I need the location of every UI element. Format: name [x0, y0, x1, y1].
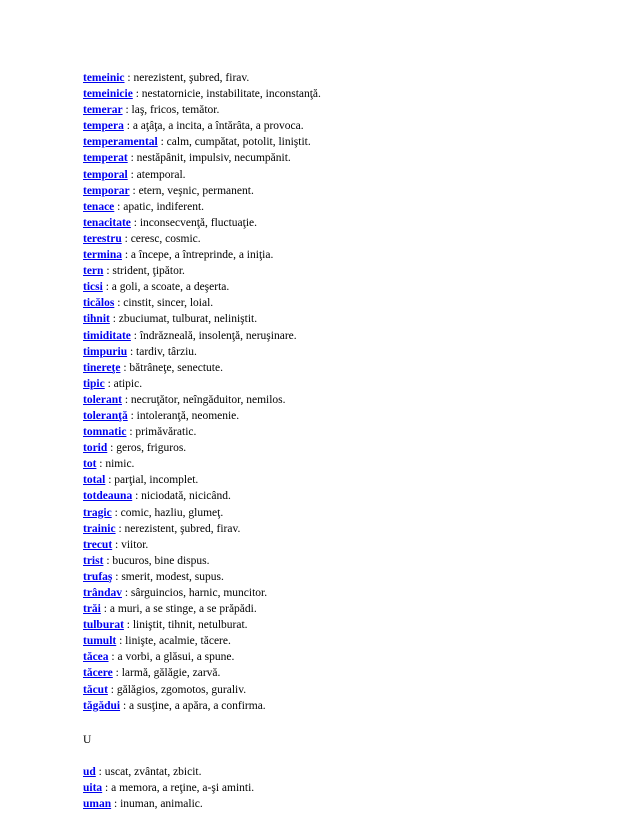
entry-definition: : atipic. [104, 377, 143, 390]
entry-row [83, 167, 583, 183]
entry-definition: : zbuciumat, tulburat, neliniştit. [109, 313, 258, 326]
entry-row [83, 183, 583, 199]
entry-term-link[interactable]: temporar [83, 184, 130, 197]
entry-definition: : bătrâneţe, senectute. [120, 361, 223, 374]
entry-definition: : tardiv, târziu. [127, 345, 197, 358]
entry-definition: : uscat, zvântat, zbicit. [95, 766, 202, 778]
entry-term-link[interactable]: trândav [83, 587, 122, 599]
entry-term-link[interactable]: tinereţe [83, 361, 121, 374]
entry-term-link[interactable]: tenacitate [83, 216, 131, 229]
entry-row [83, 698, 583, 714]
entry-row [83, 537, 583, 553]
entry-definition: : îndrăzneală, insolenţă, neruşinare. [130, 329, 297, 342]
entry-definition: : nerezistent, şubred, firav. [115, 522, 241, 535]
entry-row [83, 472, 583, 488]
entry-definition: : nestatornicie, instabilitate, inconstanţă. [132, 88, 321, 101]
entry-definition: : a goli, a scoate, a deşerta. [102, 281, 230, 294]
entry-row [83, 456, 583, 472]
entry-definition: : liniştit, tihnit, netulburat. [123, 619, 248, 632]
section-letter: U [83, 734, 92, 746]
entry-definition: : smerit, modest, supus. [112, 570, 224, 583]
entry-row [83, 344, 583, 360]
entry-row [83, 247, 583, 263]
entry-row [83, 134, 583, 150]
entry-term-link[interactable]: ticsi [83, 281, 103, 294]
entry-term-link[interactable]: ud [83, 766, 96, 778]
entry-definition: : a muri, a se stinge, a se prăpădi. [100, 603, 257, 616]
entry-row [83, 392, 583, 408]
entry-definition: : inconsecvenţă, fluctuaţie. [130, 216, 258, 229]
entry-row [83, 231, 583, 247]
entry-definition: : apatic, indiferent. [114, 200, 205, 213]
entry-row [83, 505, 583, 521]
entry-row [83, 118, 583, 134]
entry-row [83, 682, 583, 698]
entry-term-link[interactable]: temporal [83, 168, 128, 181]
entry-row [83, 440, 583, 456]
entry-row [83, 521, 583, 537]
entry-row [83, 102, 583, 118]
entry-term-link[interactable]: tot [83, 458, 97, 471]
entry-definition: : primăvăratic. [126, 426, 197, 439]
entry-term-link[interactable]: trist [83, 554, 104, 567]
entry-definition: : nerezistent, şubred, firav. [124, 72, 250, 84]
entry-term-link[interactable]: temperamental [83, 136, 158, 149]
entry-term-link[interactable]: tolerant [83, 393, 122, 406]
entry-definition: : atemporal. [127, 168, 186, 181]
entry-term-link[interactable]: tăcere [83, 667, 113, 680]
entry-definition: : viitor. [112, 538, 149, 551]
entry-term-link[interactable]: tempera [83, 120, 124, 133]
entry-term-link[interactable]: timiditate [83, 329, 131, 342]
entry-definition: : parţial, incomplet. [105, 474, 199, 487]
entry-term-link[interactable]: temerar [83, 104, 123, 117]
entry-row [83, 798, 583, 814]
entry-definition: : sârguincios, harnic, muncitor. [121, 587, 268, 599]
entry-definition: : cinstit, sincer, loial. [114, 297, 214, 310]
entry-row [83, 199, 583, 215]
entry-term-link[interactable]: toleranţă [83, 409, 128, 422]
entry-definition: : larmă, gălăgie, zarvă. [112, 667, 221, 680]
entry-definition: : calm, cumpătat, potolit, liniştit. [157, 136, 311, 149]
entry-term-link[interactable]: temeinic [83, 72, 125, 84]
entry-definition: : geros, friguros. [107, 442, 187, 455]
entry-term-link[interactable]: tihnit [83, 313, 110, 326]
entry-term-link[interactable]: tăgădui [83, 699, 121, 712]
entry-definition: : gălăgios, zgomotos, guraliv. [107, 683, 247, 696]
entry-term-link[interactable]: uita [83, 782, 103, 795]
entry-definition: : strident, ţipător. [103, 265, 185, 278]
entry-row [83, 311, 583, 327]
entry-term-link[interactable]: tomnatic [83, 426, 127, 439]
entry-term-link[interactable]: torid [83, 442, 108, 455]
entry-term-link[interactable]: tipic [83, 377, 105, 390]
entry-term-link[interactable]: tragic [83, 506, 112, 519]
entry-term-link[interactable]: trăi [83, 603, 101, 616]
entry-definition: : a începe, a întreprinde, a iniţia. [121, 249, 274, 262]
entry-definition: : comic, hazliu, glumeţ. [111, 506, 224, 519]
entry-term-link[interactable]: temperat [83, 152, 128, 165]
entry-definition: : a susţine, a apăra, a confirma. [120, 699, 266, 712]
entry-row [83, 569, 583, 585]
entry-term-link[interactable]: uman [83, 798, 112, 811]
entry-definition: : bucuros, bine dispus. [103, 554, 210, 567]
entry-term-link[interactable]: terestru [83, 232, 122, 245]
entry-term-link[interactable]: termina [83, 249, 122, 262]
entry-row [83, 766, 583, 782]
entry-definition: : niciodată, nicicând. [132, 490, 231, 503]
entry-row [83, 70, 583, 86]
entry-row [83, 665, 583, 681]
entry-row [83, 328, 583, 344]
entry-definition: : inuman, animalic. [111, 798, 203, 811]
entry-term-link[interactable]: trufaş [83, 570, 113, 583]
entry-row [83, 633, 583, 649]
entry-term-link[interactable]: tulburat [83, 619, 124, 632]
entry-definition: : necruţător, neîngăduitor, nemilos. [121, 393, 286, 406]
entry-definition: : nestăpânit, impulsiv, necumpănit. [127, 152, 291, 165]
entry-row [83, 424, 583, 440]
entry-row [83, 360, 583, 376]
entry-definition: : a vorbi, a glăsui, a spune. [108, 651, 235, 664]
entry-row [83, 150, 583, 166]
entry-row [83, 782, 583, 798]
entry-definition: : linişte, acalmie, tăcere. [116, 635, 231, 648]
entry-row [83, 408, 583, 424]
entry-row [83, 617, 583, 633]
entry-term-link[interactable]: tern [83, 265, 104, 278]
entry-list-u [83, 766, 583, 814]
entry-list-t [83, 70, 583, 714]
entry-row [83, 215, 583, 231]
entry-term-link[interactable]: timpuriu [83, 345, 128, 358]
entry-row [83, 86, 583, 102]
entry-term-link[interactable]: tăcut [83, 683, 108, 696]
entry-term-link[interactable]: tumult [83, 635, 117, 648]
entry-row [83, 601, 583, 617]
entry-term-link[interactable]: totdeauna [83, 490, 133, 503]
entry-row [83, 488, 583, 504]
entry-term-link[interactable]: ticălos [83, 297, 115, 310]
entry-definition: : laş, fricos, temător. [122, 104, 220, 117]
entry-row [83, 376, 583, 392]
entry-definition: : nimic. [96, 458, 135, 471]
entry-term-link[interactable]: temeinicie [83, 88, 133, 101]
entry-term-link[interactable]: total [83, 474, 106, 487]
section-u [83, 732, 583, 814]
entry-definition: : etern, veşnic, permanent. [129, 184, 254, 197]
entry-row [83, 295, 583, 311]
entry-term-link[interactable]: trecut [83, 538, 113, 551]
entry-definition: : intoleranţă, neomenie. [127, 409, 240, 422]
entry-row [83, 553, 583, 569]
entry-definition: : a memora, a reţine, a-şi aminti. [102, 782, 255, 795]
entry-row [83, 585, 583, 601]
entry-term-link[interactable]: tăcea [83, 651, 109, 664]
entry-term-link[interactable]: trainic [83, 522, 116, 535]
entry-row [83, 263, 583, 279]
entry-row [83, 279, 583, 295]
entry-definition: : ceresc, cosmic. [121, 232, 201, 245]
entry-definition: : a aţâţa, a incita, a întărâta, a provoca. [123, 120, 304, 133]
entry-term-link[interactable]: tenace [83, 200, 115, 213]
entry-row [83, 649, 583, 665]
